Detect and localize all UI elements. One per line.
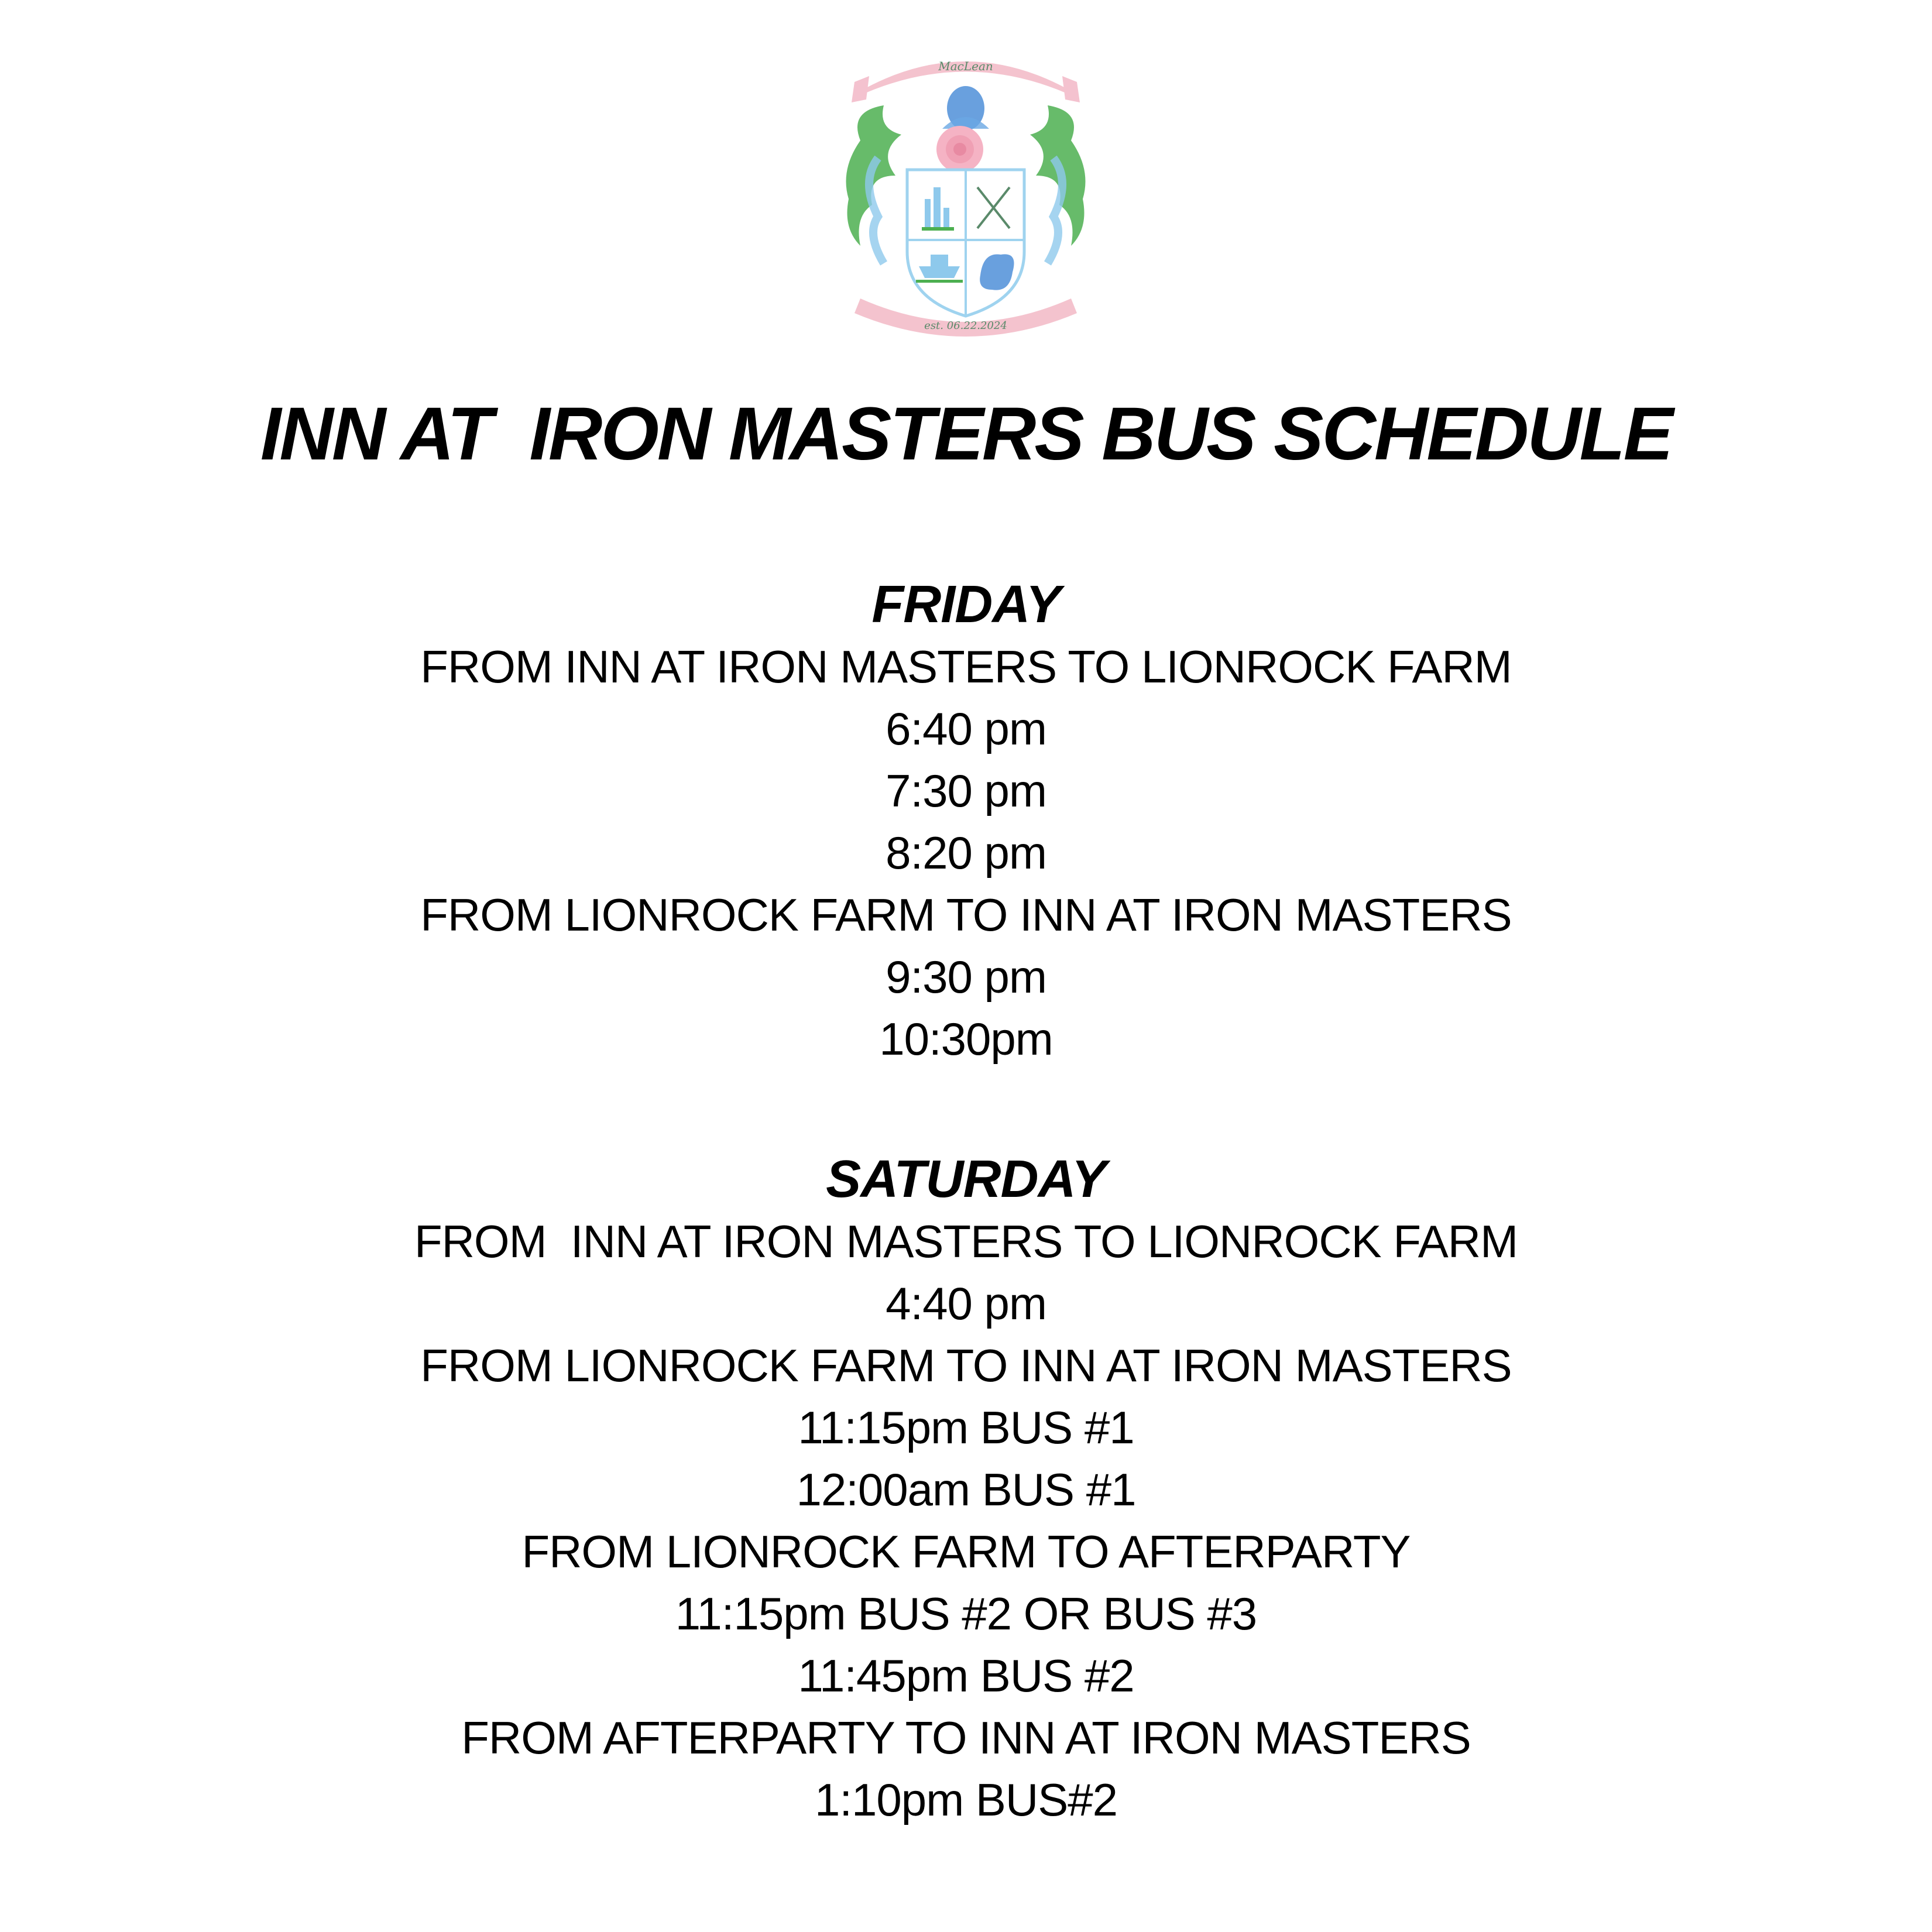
page-title: INN AT IRON MASTERS BUS SCHEDULE xyxy=(260,392,1672,476)
route-heading: FROM INN AT IRON MASTERS TO LIONROCK FARM xyxy=(420,641,1512,692)
route-heading: FROM LIONROCK FARM TO INN AT IRON MASTERS xyxy=(420,889,1512,941)
route-heading: FROM LIONROCK FARM TO INN AT IRON MASTERS xyxy=(420,1340,1512,1391)
departure-time: 7:30 pm xyxy=(886,765,1046,816)
departure-time: 11:45pm BUS #2 xyxy=(798,1650,1134,1701)
route-heading: FROM LIONROCK FARM TO AFTERPARTY xyxy=(521,1526,1411,1577)
departure-time: 4:40 pm xyxy=(886,1278,1046,1329)
top-ribbon-text: MacLean xyxy=(938,59,993,73)
departure-time: 11:15pm BUS #1 xyxy=(798,1402,1134,1453)
departure-time: 1:10pm BUS#2 xyxy=(815,1774,1117,1825)
day-heading-saturday: SATURDAY xyxy=(826,1150,1106,1209)
departure-time: 8:20 pm xyxy=(886,827,1046,879)
day-heading-friday: FRIDAY xyxy=(871,575,1061,634)
route-heading: FROM INN AT IRON MASTERS TO LIONROCK FARM xyxy=(414,1216,1518,1267)
departure-time: 10:30pm xyxy=(879,1013,1053,1065)
departure-time: 12:00am BUS #1 xyxy=(796,1464,1136,1515)
departure-time: 9:30 pm xyxy=(886,951,1046,1003)
saturday-schedule xyxy=(0,1148,1932,1831)
departure-time: 11:15pm BUS #2 OR BUS #3 xyxy=(675,1588,1257,1639)
route-heading: FROM AFTERPARTY TO INN AT IRON MASTERS xyxy=(461,1712,1471,1763)
friday-schedule xyxy=(0,574,1932,1070)
bottom-ribbon-text: est. 06.22.2024 xyxy=(924,320,1007,332)
departure-time: 6:40 pm xyxy=(886,703,1046,754)
family-crest-logo xyxy=(843,41,1089,339)
